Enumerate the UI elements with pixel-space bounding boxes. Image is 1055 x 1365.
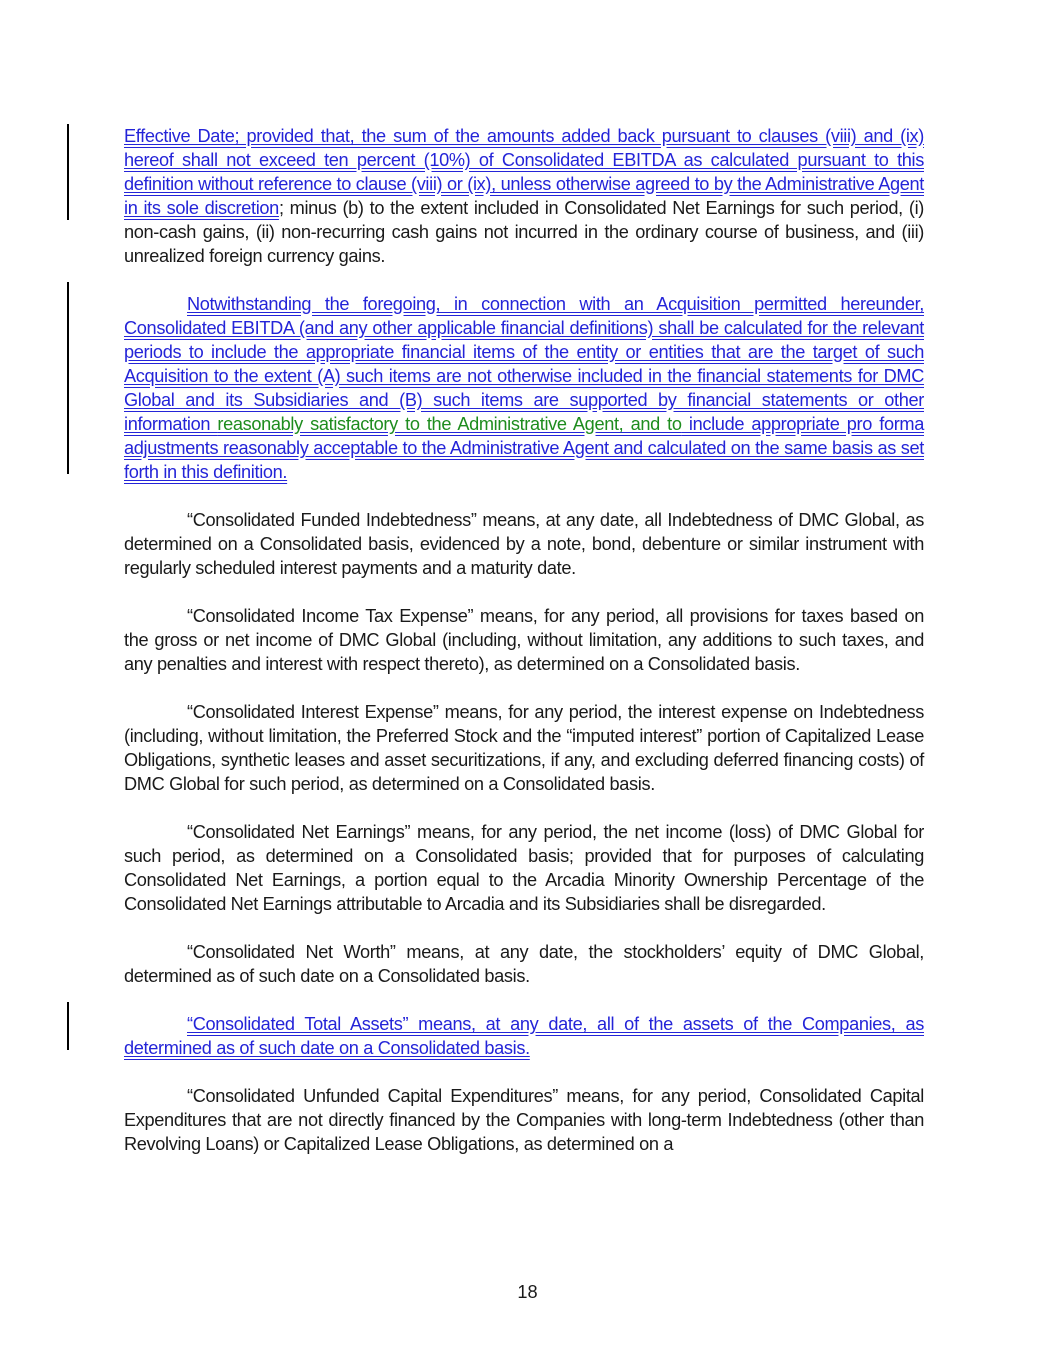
definition-consolidated-total-assets <box>124 1012 924 1060</box>
change-bar <box>67 124 69 220</box>
change-bar <box>67 1002 69 1050</box>
page-number: 18 <box>517 1282 538 1302</box>
paragraph-acquisition-adjustment <box>124 292 924 484</box>
definition-consolidated-income-tax-expense: “Consolidated Income Tax Expense” means, for any period, all provisions for taxes based on the gross or net income of DMC Global (including, without limitation, any additions to such taxes, and any penalties and interest with respect thereto), as determined on a Consolidated basis. <box>124 606 924 674</box>
inserted-text: include appropriate pro forma adjustments reasonably acceptable to the Administrative Agent and calculated on the same basis as set forth in this definition. <box>124 414 924 482</box>
inserted-text: Notwithstanding the foregoing, in connection with an Acquisition permitted hereunder, Consolidated EBITDA (and any other applicable financial definitions) shall be calculated for the relevant periods to include the appropriate financial items of the entity or entities that are the target of such Acquisition to the extent (A) such items are not otherwise included in the financial statements for DMC Global and its Subsidiaries and (B) such items are supported by financial statements or other information <box>124 294 924 434</box>
inserted-text-green: reasonably satisfactory to the Administrative Agent, and to <box>217 414 682 434</box>
inserted-text: Effective Date; provided that, the sum of the amounts added back pursuant to clauses (viii) and (ix) hereof shall not exceed ten percent (10%) of Consolidated EBITDA as calculated pursuant to this definition without reference to clause (viii) or (ix), unless otherwise agreed to by the Administrative Agent in its sole discretion <box>124 126 924 218</box>
definition-consolidated-net-earnings: “Consolidated Net Earnings” means, for any period, the net income (loss) of DMC Global for such period, as determined on a Consolidated basis; provided that for purposes of calculating Consolidated Net Earnings, a portion equal to the Arcadia Minority Ownership Percentage of the Consolidated Net Earnings attributable to Arcadia and its Subsidiaries shall be disregarded. <box>124 822 924 914</box>
definition-consolidated-interest-expense: “Consolidated Interest Expense” means, for any period, the interest expense on Indebtedness (including, without limitation, the Preferred Stock and the “imputed interest” portion of Capitalized Lease Obligations, synthetic leases and asset securitizations, if any, and excluding deferred financing costs) of DMC Global for such period, as determined on a Consolidated basis. <box>124 702 924 794</box>
paragraph-ebitda-continuation <box>124 124 924 268</box>
definition-consolidated-funded-indebtedness: “Consolidated Funded Indebtedness” means, at any date, all Indebtedness of DMC Global, as determined on a Consolidated basis, evidenced by a note, bond, debenture or similar instrument with regularly scheduled interest payments and a maturity date. <box>124 510 924 578</box>
change-bar <box>67 282 69 474</box>
inserted-text: “Consolidated Total Assets” means, at any date, all of the assets of the Companies, as determined as of such date on a Consolidated basis. <box>124 1014 924 1058</box>
definition-consolidated-net-worth: “Consolidated Net Worth” means, at any date, the stockholders’ equity of DMC Global, determined as of such date on a Consolidated basis. <box>124 942 924 986</box>
document-page <box>124 124 924 1180</box>
definition-consolidated-unfunded-capital-expenditures: “Consolidated Unfunded Capital Expenditures” means, for any period, Consolidated Capital Expenditures that are not directly financed by the Companies with long-term Indebtedness (other than Revolving Loans) or Capitalized Lease Obligations, as determined on a <box>124 1086 924 1154</box>
paragraph-text: ; minus (b) to the extent included in Consolidated Net Earnings for such period, (i) non-cash gains, (ii) non-recurring cash gains not incurred in the ordinary course of business, and (iii) unrealized foreign currency gains. <box>124 198 925 266</box>
